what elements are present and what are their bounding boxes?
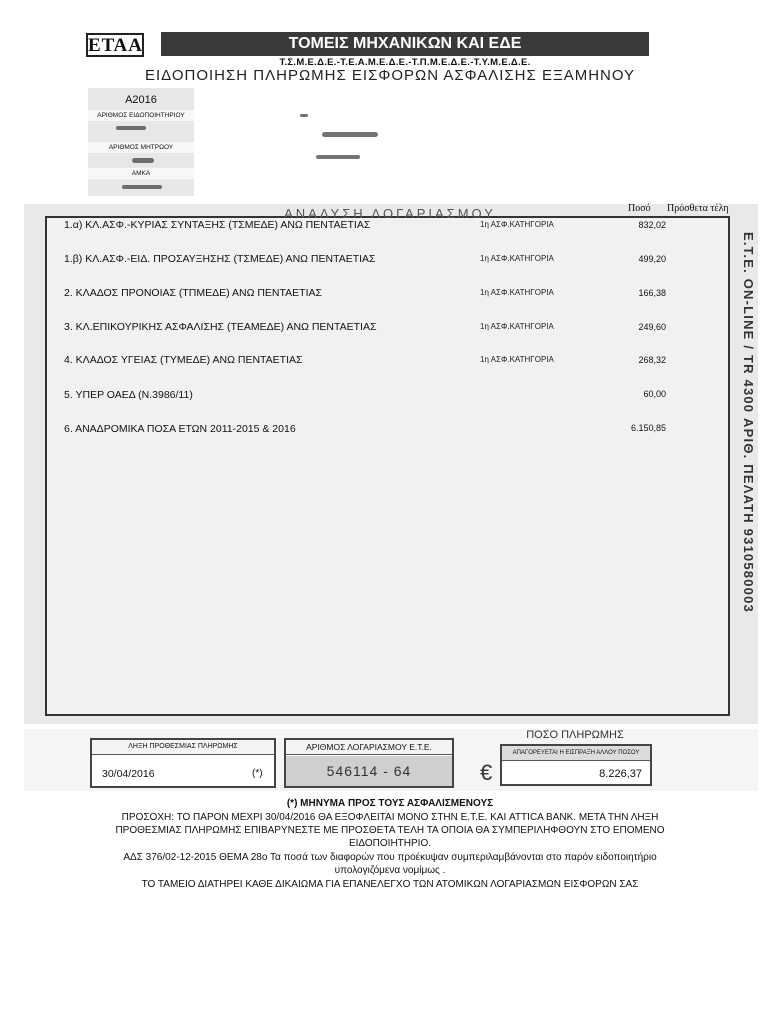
bank-account-label: ΑΡΙΘΜΟΣ ΛΟΓΑΡΙΑΣΜΟΥ Ε.Τ.Ε. bbox=[286, 740, 452, 755]
line-item-amount: 166,38 bbox=[638, 288, 666, 298]
line-item-amount: 499,20 bbox=[638, 254, 666, 264]
bank-side-text-label: Ε.Τ.Ε. ON-LINE / TR 4300 ΑΡΙΘ. ΠΕΛΑΤΗ 9310580003 bbox=[741, 232, 756, 613]
line-item-description: 1.α) ΚΛ.ΑΣΦ.-ΚΥΡΙΑΣ ΣΥΝΤΑΞΗΣ (ΤΣΜΕΔΕ) ΑΝΩ ΠΕΝΤΑΕΤΙΑΣ bbox=[64, 219, 371, 231]
notice-line: ΤΟ ΤΑΜΕΙΟ ΔΙΑΤΗΡΕΙ ΚΑΘΕ ΔΙΚΑΙΩΜΑ ΓΙΑ ΕΠΑΝΕΛΕΓΧΟ ΤΩΝ ΑΤΟΜΙΚΩΝ ΛΟΓΑΡΙΑΣΜΩΝ ΕΙΣΦΟΡΩΝ ΣΑΣ bbox=[141, 879, 639, 890]
line-item-category: 1η ΑΣΦ.ΚΑΤΗΓΟΡΙΑ bbox=[480, 288, 554, 297]
notice-line: ΑΔΣ 376/02-12-2015 ΘΕΜΑ 28ο Τα ποσά των διαφορών που προέκυψαν συμπεριλαμβάνονται στο παρόν ειδοποιητήριο bbox=[123, 852, 657, 863]
payment-amount-heading: ΠΟΣΟ ΠΛΗΡΩΜΗΣ bbox=[526, 729, 624, 741]
redacted-mark bbox=[300, 114, 308, 117]
bank-account-number: 546114 - 64 bbox=[286, 756, 452, 786]
redacted-mark bbox=[316, 155, 360, 159]
redacted-mark bbox=[322, 132, 378, 137]
payment-deadline-label: ΛΗΞΗ ΠΡΟΘΕΣΜΙΑΣ ΠΛΗΡΩΜΗΣ bbox=[92, 740, 274, 755]
euro-sign: € bbox=[480, 760, 493, 785]
amka-label: ΑΜΚΑ bbox=[88, 168, 194, 179]
fund-banner: ΤΟΜΕΙΣ ΜΗΧΑΝΙΚΩΝ ΚΑΙ ΕΔΕ bbox=[161, 32, 649, 56]
line-item-amount: 6.150,85 bbox=[630, 423, 666, 433]
payment-deadline-mark: (*) bbox=[252, 768, 263, 779]
document-title: ΕΙΔΟΠΟΙΗΣΗ ΠΛΗΡΩΜΗΣ ΕΙΣΦΟΡΩΝ ΑΣΦΑΛΙΣΗΣ ΕΞΑΜΗΝΟΥ bbox=[144, 67, 636, 84]
notice-number-label: ΑΡΙΘΜΟΣ ΕΙΔΟΠΟΙΗΤΗΡΙΟΥ bbox=[88, 110, 194, 121]
line-item-amount: 268,32 bbox=[638, 355, 666, 365]
line-item-description: 2. ΚΛΑΔΟΣ ΠΡΟΝΟΙΑΣ (ΤΠΜΕΔΕ) ΑΝΩ ΠΕΝΤΑΕΤΙΑΣ bbox=[64, 287, 322, 299]
notice-heading: (*) ΜΗΝΥΜΑ ΠΡΟΣ ΤΟΥΣ ΑΣΦΑΛΙΣΜΕΝΟΥΣ bbox=[286, 798, 494, 809]
fund-subtitle: Τ.Σ.Μ.Ε.Δ.Ε.-Τ.Ε.Α.Μ.Ε.Δ.Ε.-Τ.Π.Μ.Ε.Δ.Ε.-Τ.Υ.Μ.Ε.Δ.Ε. bbox=[279, 57, 531, 68]
line-item-description: 3. ΚΛ.ΕΠΙΚΟΥΡΙΚΗΣ ΑΣΦΑΛΙΣΗΣ (ΤΕΑΜΕΔΕ) ΑΝΩ ΠΕΝΤΑΕΤΙΑΣ bbox=[64, 321, 377, 333]
line-item-description: 5. ΥΠΕΡ ΟΑΕΔ (Ν.3986/11) bbox=[64, 389, 193, 401]
line-item-description: 1.β) ΚΛ.ΑΣΦ.-ΕΙΔ. ΠΡΟΣΑΥΞΗΣΗΣ (ΤΣΜΕΔΕ) ΑΝΩ ΠΕΝΤΑΕΤΙΑΣ bbox=[64, 253, 376, 265]
notice-line: ΕΙΔΟΠΟΙΗΤΗΡΙΟ. bbox=[348, 838, 432, 849]
line-item-category: 1η ΑΣΦ.ΚΑΤΗΓΟΡΙΑ bbox=[480, 322, 554, 331]
redacted-mark bbox=[116, 126, 146, 130]
notice-line: ΠΡΟΘΕΣΜΙΑΣ ΠΛΗΡΩΜΗΣ ΕΠΙΒΑΡΥΝΕΣΤΕ ΜΕ ΠΡΟΣΘΕΤΑ ΤΕΛΗ ΤΑ ΟΠΟΙΑ ΘΑ ΣΥΜΠΕΡΙΛΗΦΘΟΥΝ ΣΤΟ ΕΠΟΜΕΝΟ bbox=[115, 825, 665, 836]
registry-number-label: ΑΡΙΘΜΟΣ ΜΗΤΡΩΟΥ bbox=[88, 142, 194, 153]
redacted-mark bbox=[122, 185, 162, 189]
payment-deadline-box bbox=[90, 738, 276, 788]
line-item-category: 1η ΑΣΦ.ΚΑΤΗΓΟΡΙΑ bbox=[480, 355, 554, 364]
redacted-mark bbox=[132, 158, 154, 163]
line-item-category: 1η ΑΣΦ.ΚΑΤΗΓΟΡΙΑ bbox=[480, 220, 554, 229]
etaa-logo: ΕΤΑΑ bbox=[88, 35, 143, 56]
bank-account-box bbox=[284, 738, 454, 788]
payment-deadline-value: 30/04/2016 bbox=[102, 768, 155, 780]
line-item-amount: 832,02 bbox=[638, 220, 666, 230]
notice-number: A2016 bbox=[125, 94, 157, 106]
line-item-description: 4. ΚΛΑΔΟΣ ΥΓΕΙΑΣ (ΤΥΜΕΔΕ) ΑΝΩ ΠΕΝΤΑΕΤΙΑΣ bbox=[64, 354, 303, 366]
line-item-amount: 60,00 bbox=[643, 389, 666, 399]
line-item-category: 1η ΑΣΦ.ΚΑΤΗΓΟΡΙΑ bbox=[480, 254, 554, 263]
bank-side-text bbox=[736, 232, 762, 612]
notice-line: υπολογιζόμενα νομίμως . bbox=[334, 865, 446, 876]
payment-amount-box bbox=[500, 744, 652, 786]
line-item-description: 6. ΑΝΑΔΡΟΜΙΚΑ ΠΟΣΑ ΕΤΩΝ 2011-2015 & 2016 bbox=[64, 423, 296, 435]
line-item-amount: 249,60 bbox=[638, 322, 666, 332]
payment-amount-value: 8.226,37 bbox=[599, 768, 642, 780]
amount-column-header: Ποσό bbox=[628, 203, 651, 214]
payment-amount-label: ΑΠΑΓΟΡΕΥΕΤΑΙ Η ΕΙΣΠΡΑΞΗ ΑΛΛΟΥ ΠΟΣΟΥ bbox=[502, 746, 650, 761]
notice-line: ΠΡΟΣΟΧΗ: ΤΟ ΠΑΡΟΝ ΜΕΧΡΙ 30/04/2016 ΘΑ ΕΞΟΦΛΕΙΤΑΙ ΜΟΝΟ ΣΤΗΝ Ε.Τ.Ε. ΚΑΙ ATTICA BANK. ΜΕΤΑ ΤΗΝ ΛΗΞΗ bbox=[121, 812, 659, 823]
identification-box bbox=[88, 88, 194, 196]
extra-fees-column-header: Πρόσθετα τέλη bbox=[667, 203, 729, 214]
analysis-title: ΑΝΑΛΥΣΗ ΛΟΓΑΡΙΑΣΜΟΥ bbox=[284, 206, 496, 221]
